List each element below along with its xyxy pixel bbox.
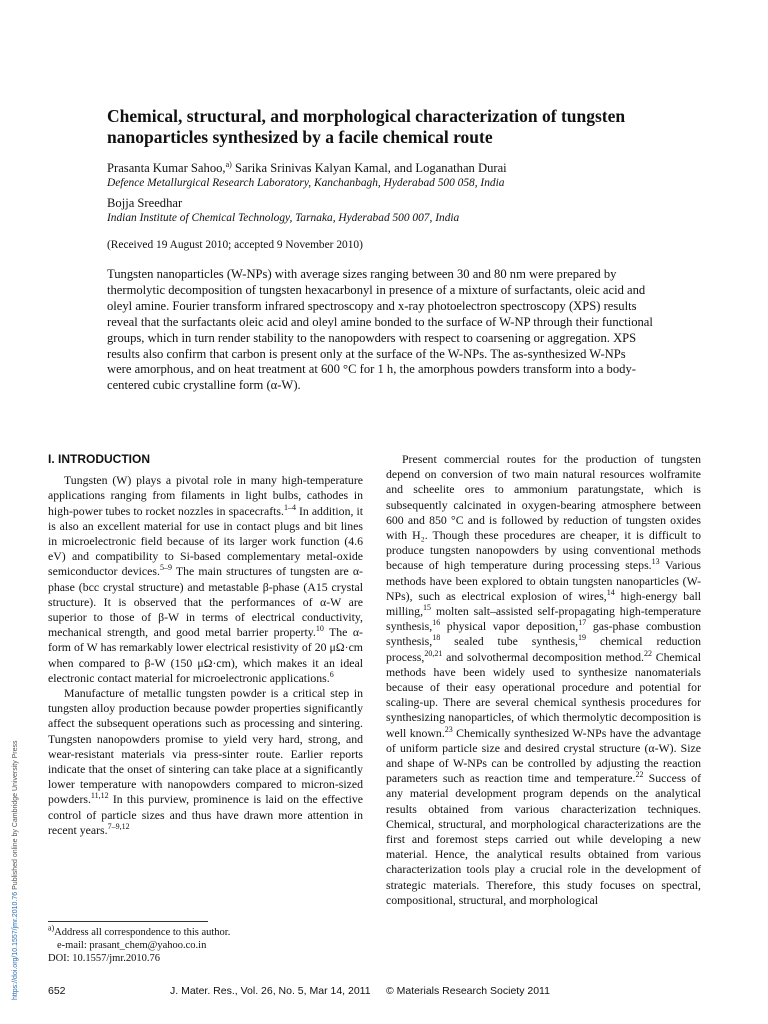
citation-ref: 23 bbox=[444, 724, 453, 734]
citation-ref: 10 bbox=[315, 624, 324, 634]
footnote-rule bbox=[48, 921, 208, 922]
citation-ref: 14 bbox=[606, 587, 615, 597]
intro-paragraph-1: Tungsten (W) plays a pivotal role in many high-temperature applications ranging from filaments in light bulbs, cathodes in high-power tubes to rocket nozzles in spacecrafts.$^{1-4}$ In addition, it is also an excellent material for use in contact plugs and bit lines in microelectronic field because of its larger work function (4.6 eV) and compatibility to Si-based complementary metal-oxide semiconductor devices.$^{5-9}$ The main structures of tungsten are α-phase (bcc crystal structure) and metastable β-phase (A15 crystal structure). It is observed that the performances of α-W are superior to those of β-W in terms of electrical conductivity, mechanical strength, and good metal barrier property.$^{10}$ The α-form of W has remarkably lower electrical resistivity of 20 μΩ·cm when compared to β-W (150 μΩ·cm), which makes it an ideal electronic contact material for microelectronic applications.$^6$ bbox=[48, 473, 364, 685]
section-heading: I. INTRODUCTION bbox=[48, 452, 150, 466]
footnote bbox=[48, 923, 368, 965]
side-note: https://doi.org/10.1557/jmr.2010.76 Published online by Cambridge University Press bbox=[12, 740, 19, 1000]
abstract: Tungsten nanoparticles (W-NPs) with average sizes ranging between 30 and 80 nm were prepared by thermolytic decomposition of tungsten hexacarbonyl in presence of a mixture of surfactants, oleic acid and oleyl amine. Fourier transform infrared spectroscopy and x-ray photoelectron spectroscopy (XPS) results reveal that the surfactants oleic acid and oleyl amine bonded to the surface of W-NP through their functional groups, which in turn render stability to the nanopowders with respect to coarsening or aggregation. XPS results also confirm that carbon is present only at the surface of the W-NPs. The as-synthesized W-NPs were amorphous, and on heat treatment at 600 °C for 1 h, the amorphous powders transform into a body-centered cubic crystalline form (α-W). bbox=[107, 267, 653, 393]
copyright: © Materials Research Society 2011 bbox=[386, 985, 550, 997]
author-names-2: Bojja Sreedhar bbox=[107, 196, 183, 210]
citation-ref: 19 bbox=[578, 633, 587, 643]
author-block-2 bbox=[107, 195, 707, 225]
footnote-email[interactable]: e-mail: prasant_chem@yahoo.co.in bbox=[57, 940, 207, 951]
journal-citation: J. Mater. Res., Vol. 26, No. 5, Mar 14, 2011 bbox=[170, 985, 371, 997]
affiliation-1: Defence Metallurgical Research Laboratory, Kanchanbagh, Hyderabad 500 058, India bbox=[107, 177, 505, 189]
footnote-line-1: $^{a)}$Address all correspondence to this author. bbox=[48, 923, 231, 938]
citation-ref: 22 bbox=[643, 648, 652, 658]
left-column bbox=[48, 452, 363, 838]
author-block-1 bbox=[107, 160, 707, 190]
author-names-1: Prasanta Kumar Sahoo,$^{a)}$ Sarika Srinivas Kalyan Kamal, and Loganathan Durai bbox=[107, 159, 507, 175]
received-dates: (Received 19 August 2010; accepted 9 November 2010) bbox=[107, 239, 363, 251]
paper-title: Chemical, structural, and morphological characterization of tungsten nanoparticles synthesized by a facile chemical route bbox=[107, 106, 626, 147]
citation-ref: 1–4 bbox=[283, 502, 296, 512]
intro-paragraph-3: Present commercial routes for the production of tungsten depend on conversion of two main natural resources wolframite and scheelite ores to ammonium paratungstate, which is subsequently calcinated in oxygen-bearing atmosphere between 600 and 850 °C and is followed by reduction of tungsten oxides with H₂. Though these procedures are cheaper, it is difficult to produce tungsten nanopowders by using conventional methods because of high temperature during processing steps.$^{13}$ Various methods have been explored to obtain tungsten nanoparticles (W-NPs), such as electrical explosion of wires,$^{14}$ high-energy ball milling,$^{15}$ molten salt–assisted self-propagating high-temperature synthesis,$^{16}$ physical vapor deposition,$^{17}$ gas-phase combustion synthesis,$^{18}$ sealed tube synthesis,$^{19}$ chemical reduction process,$^{20,21}$ and solvothermal decomposition method.$^{22}$ Chemical methods have been widely used to synthesize nanomaterials because of their easy operational procedure and potential for scaling-up. There are several chemical synthesis procedures for synthesizing nanoparticles, of which thermolytic decomposition is well known.$^{23}$ Chemically synthesized W-NPs have the advantage of uniform particle size and desired crystal structure (α-W). Size and shape of W-NPs can be controlled by adjusting the reaction parameters such as reaction time and temperature.$^{22}$ Success of any material development program depends on the analytical results obtained from various characterization techniques. Chemical, structural, and morphological characterizations are the first and foremost steps carried out while developing a new material. Hence, the analytical results obtained from various characterization tools play a crucial role in the development of strategic materials. Therefore, this study focuses on spectral, compositional, structural, and morphological bbox=[386, 452, 702, 907]
footnote-doi: DOI: 10.1557/jmr.2010.76 bbox=[48, 953, 160, 964]
citation-ref: 11,12 bbox=[90, 791, 109, 801]
citation-ref: 22 bbox=[635, 770, 644, 780]
citation-ref: 15 bbox=[423, 603, 432, 613]
right-column bbox=[386, 452, 701, 908]
citation-ref: 18 bbox=[432, 633, 441, 643]
affiliation-2: Indian Institute of Chemical Technology, Tarnaka, Hyderabad 500 007, India bbox=[107, 212, 460, 224]
citation-ref: 17 bbox=[578, 618, 587, 628]
citation-ref: 13 bbox=[651, 557, 660, 567]
doi-link[interactable]: https://doi.org/10.1557/jmr.2010.76 bbox=[12, 891, 19, 1000]
citation-ref: 20,21 bbox=[424, 648, 443, 658]
page-number: 652 bbox=[48, 985, 66, 997]
intro-paragraph-2: Manufacture of metallic tungsten powder is a critical step in tungsten alloy production because powder properties significantly affect the subsequent operations such as processing and sintering. Tungsten nanopowders promise to yield very hard, strong, and wear-resistant materials via press-sinter route. Earlier reports indicate that the onset of sintering can take place at a significantly lower temperature with nanopowders compared to micron-sized powders.$^{11,12}$ In this purview, prominence is laid on the effective control of particle sizes and thus have drawn more attention in recent years.$^{7-9,12}$ bbox=[48, 686, 363, 837]
citation-ref: 7–9,12 bbox=[107, 821, 130, 831]
citation-ref: 16 bbox=[432, 618, 441, 628]
citation-ref: 5–9 bbox=[159, 563, 172, 573]
citation-ref: 6 bbox=[329, 669, 334, 679]
